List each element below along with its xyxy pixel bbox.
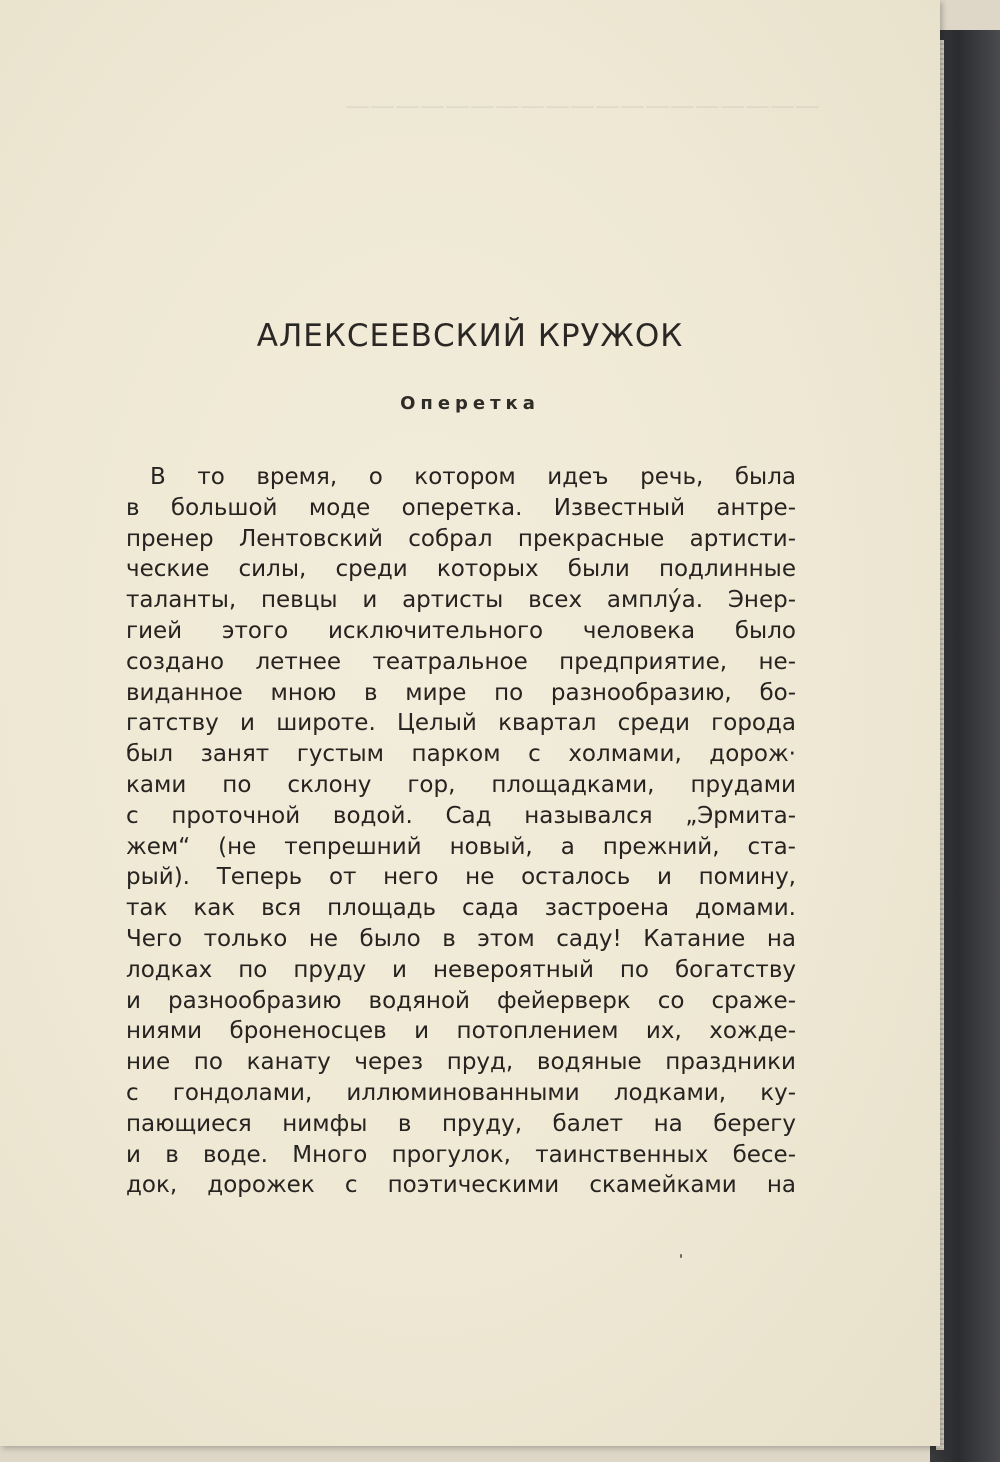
- text-line: в большой моде оперетка. Известный антре-: [126, 494, 796, 521]
- text-line: и разнообразию водяной фейерверк со сраже-: [126, 987, 796, 1014]
- text-line: виданное мною в мире по разнообразию, бо-: [126, 679, 796, 706]
- text-line: лодках по пруду и невероятный по богатству: [126, 956, 796, 983]
- text-line: рый). Теперь от него не осталось и помину,: [126, 864, 796, 891]
- text-line: Чего только не было в этом саду! Катание на: [126, 925, 796, 952]
- text-line: с проточной водой. Сад назывался „Эрмита-: [126, 802, 796, 829]
- text-line: док, дорожек с поэтическими скамейками на: [126, 1172, 796, 1199]
- bleed-through-texture: ———————————————————: [345, 91, 820, 120]
- text-line: так как вся площадь сада застроена домами.: [126, 895, 796, 922]
- text-line: ческие силы, среди которых были подлинные: [126, 556, 796, 583]
- text-line: пренер Лентовский собрал прекрасные артисти-: [126, 525, 796, 552]
- text-line: пающиеся нимфы в пруду, балет на берегу: [126, 1110, 796, 1137]
- text-line: гией этого исключительного человека было: [126, 617, 796, 644]
- text-line: ние по канату через пруд, водяные праздники: [126, 1049, 796, 1076]
- text-line: и в воде. Много прогулок, таинственных бесе-: [126, 1141, 796, 1168]
- text-line: таланты, певцы и артисты всех амплу́а. Энер-: [126, 587, 796, 614]
- text-line: был занят густым парком с холмами, дорож·: [126, 741, 796, 768]
- text-line: гатству и широте. Целый квартал среди города: [126, 710, 796, 737]
- text-line: с гондолами, иллюминованными лодками, ку-: [126, 1079, 796, 1106]
- text-line: В то время, о котором идеъ речь, была: [150, 464, 796, 490]
- section-title: Оперетка: [400, 393, 540, 414]
- ink-speck: [680, 1254, 682, 1258]
- text-line: создано летнее театральное предприятие, не-: [126, 648, 796, 675]
- text-line: жем“ (не тепрешний новый, а прежний, ста-: [126, 833, 796, 860]
- chapter-title: АЛЕКСЕЕВСКИЙ КРУЖОК: [256, 318, 684, 354]
- text-line: ками по склону гор, площадками, прудами: [126, 771, 796, 798]
- paragraph: [126, 462, 796, 1201]
- text-line: ниями броненосцев и потоплением их, хожде-: [126, 1018, 796, 1045]
